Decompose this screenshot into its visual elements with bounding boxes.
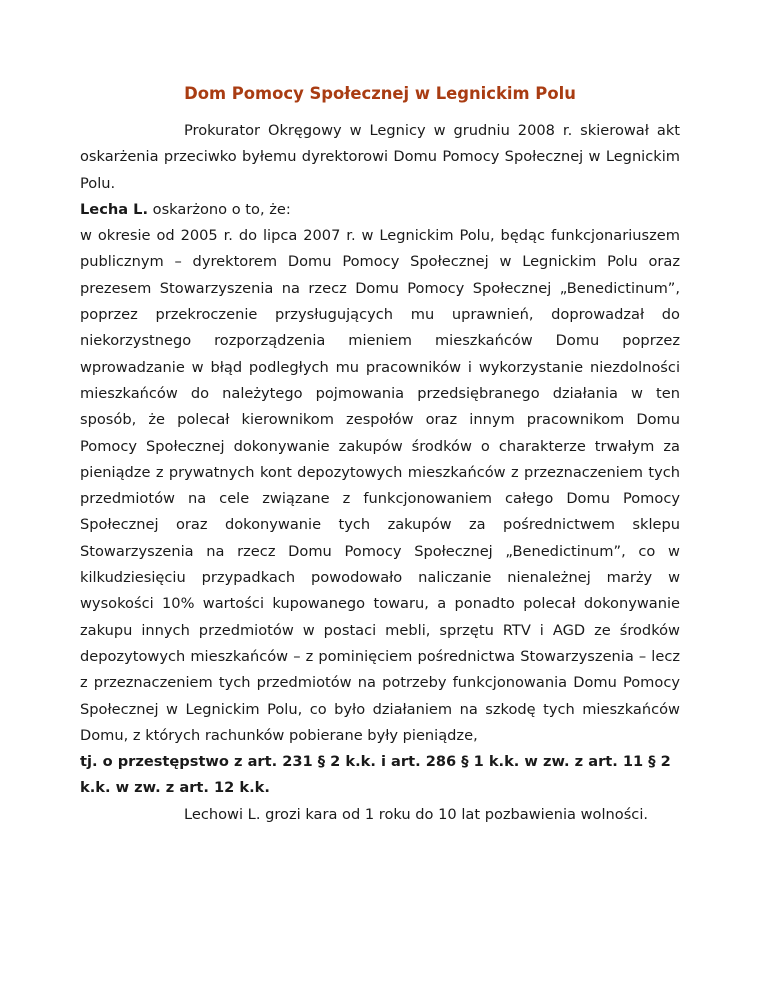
penalty-paragraph: Lechowi L. grozi kara od 1 roku do 10 lat pozbawienia wolności. bbox=[184, 805, 649, 823]
charge-paragraph: w okresie od 2005 r. do lipca 2007 r. w Legnickim Polu, będąc funkcjonariuszem publicznym – dyrektorem Domu Pomocy Społecznej w Legnickim Polu oraz prezesem Stowarzyszenia na rzecz Domu Pomocy Społecznej „Benedictinum”, poprzez przekroczenie przysługujących mu uprawnień, doprowadzał do niekorzystnego rozporządzenia mieniem mieszkańców Domu poprzez wprowadzanie w błąd podległych mu pracowników i wykorzystanie niezdolności mieszkańców do należytego pojmowania przedsiębranego działania w ten sposób, że polecał kierownikom zespołów oraz innym pracownikom Domu Pomocy Społecznej dokonywanie zakupów środków o charakterze trwałym za pieniądze z prywatnych kont depozytowych mieszkańców z przeznaczeniem tych przedmiotów na cele związane z funkcjonowaniem całego Domu Pomocy Społecznej oraz dokonywanie tych zakupów za pośrednictwem sklepu Stowarzyszenia na rzecz Domu Pomocy Społecznej „Benedictinum”, co w kilkudziesięciu przypadkach powodowało naliczanie nienależnej marży w wysokości 10% wartości kupowanego towaru, a ponadto polecał dokonywanie zakupu innych przedmiotów w postaci mebli, sprzętu RTV i AGD ze środków depozytowych mieszkańców – z pominięciem pośrednictwa Stowarzyszenia – lecz z przeznaczeniem tych przedmiotów na potrzeby funkcjonowania Domu Pomocy Społecznej w Legnickim Polu, co było działaniem na szkodę tych mieszkańców Domu, z których rachunków pobierane były pieniądze, bbox=[80, 227, 680, 744]
accused-line-rest: oskarżono o to, że: bbox=[148, 200, 291, 218]
document-title: Dom Pomocy Społecznej w Legnickim Polu bbox=[184, 84, 576, 103]
accused-name: Lecha L. bbox=[80, 200, 149, 218]
document-page bbox=[80, 82, 680, 828]
accused-line bbox=[80, 197, 680, 223]
intro-paragraph: Prokurator Okręgowy w Legnicy w grudniu 2008 r. skierował akt oskarżenia przeciwko byłemu dyrektorowi Domu Pomocy Społecznej w Legnickim Polu. bbox=[80, 122, 680, 192]
legal-basis: tj. o przestępstwo z art. 231 § 2 k.k. i art. 286 § 1 k.k. w zw. z art. 11 § 2 k.k. w zw. z art. 12 k.k. bbox=[80, 753, 671, 797]
